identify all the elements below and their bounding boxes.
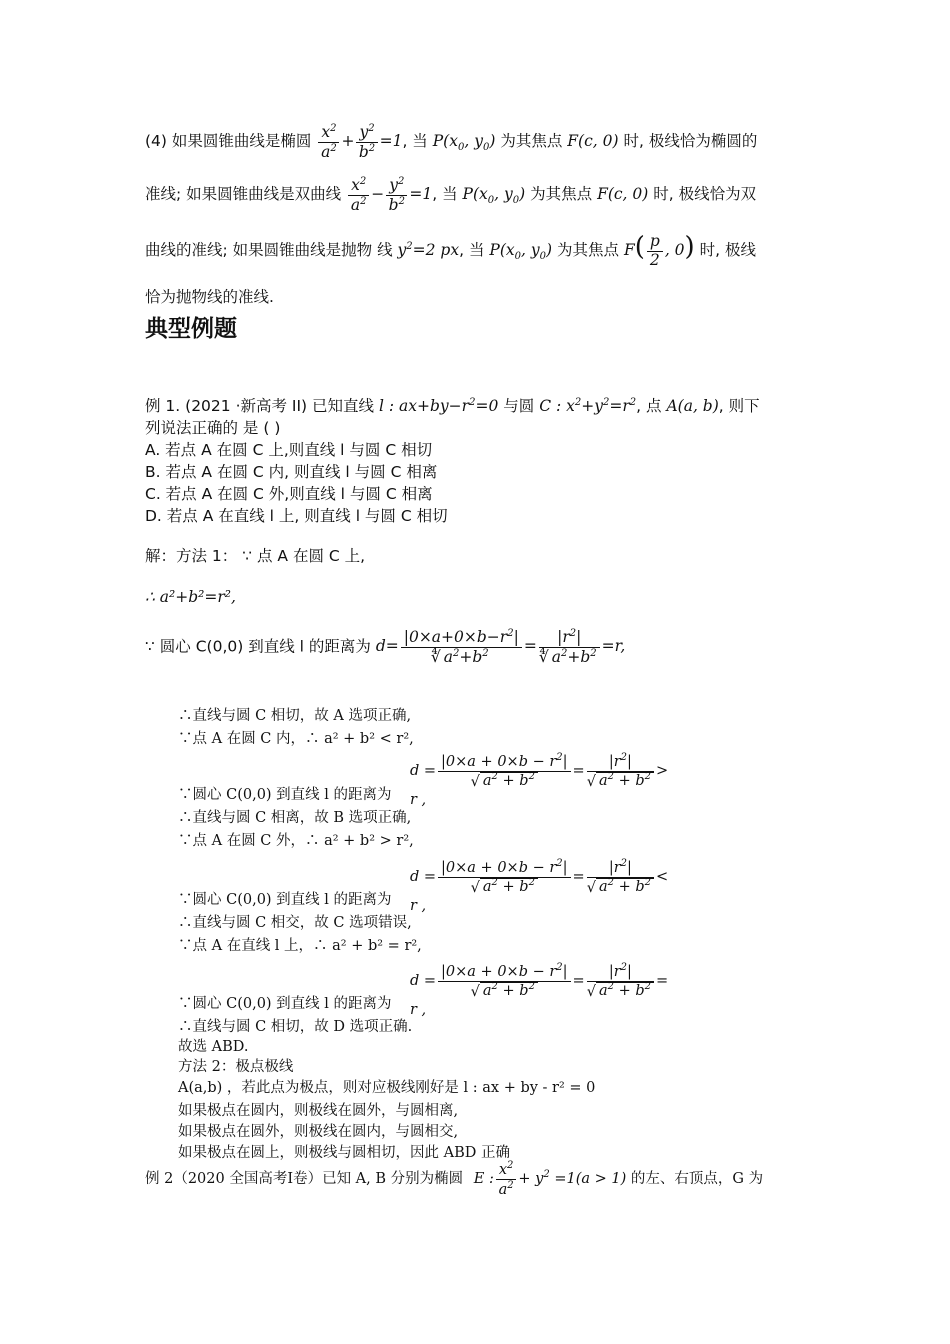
solution-line-1: 解：方法 1： ∵ 点 A 在圆 C 上,: [145, 547, 366, 565]
option-a: A. 若点 A 在圆 C 上,则直线 l 与圆 C 相切: [145, 441, 433, 460]
sol-m-line: ∵圆心 C(0,0) 到直线 l 的距离为: [178, 787, 392, 803]
hyperbola-equation: $\frac{x^2}{a^2}$ − $\frac{y^2}{b^2}$ =1: [346, 185, 432, 203]
option-d: D. 若点 A 在直线 l 上, 则直线 l 与圆 C 相切: [145, 507, 448, 526]
sol-m-line: 如果极点在圆外，则极线在圆内，与圆相交,: [178, 1124, 459, 1140]
point-p: $P(x_0$, $y_0$): [432, 132, 496, 154]
point-a: A(a, b): [666, 397, 719, 416]
ellipse-e-equation: E : $\frac{x^2}{a^2}$ + $y^2 =1(a > 1)$: [473, 1160, 627, 1198]
distance-formula-c: d = $\frac{|0\times a + 0\times b - r^2|}{√ a^2 + b^2}$ = $\frac{|r^2|}{√ a^2 + b^2}$ < r ,: [410, 858, 669, 914]
sol-m-line: 方法 2：极点极线: [178, 1059, 294, 1075]
sol-m-line: 故选 ABD.: [178, 1039, 249, 1055]
sol-m-line: 如果极点在圆上，则极线与圆相切，因此 ABD 正确: [178, 1145, 510, 1161]
focus-f: F(c, 0): [597, 185, 649, 204]
sol-m-line: ∵点 A 在圆 C 外，∴ a² + b² > r²,: [178, 833, 414, 849]
example-1-stem-cont: 列说法正确的 是 ( ): [145, 419, 281, 438]
p4-line-3: 曲线的准线; 如果圆锥曲线是抛物 线 $y^2=2$ px, 当 $P(x_0$, $y_0$) 为其焦点 F( $\frac{p}{2}$ , 0) 时, 极线: [145, 232, 756, 269]
sol-m-line: ∴直线与圆 C 相切，故 D 选项正确.: [178, 1019, 413, 1035]
sol-m-line: ∴直线与圆 C 相离，故 B 选项正确,: [178, 810, 412, 826]
sol-m-line: ∵点 A 在圆 C 内，∴ a² + b² < r²,: [178, 731, 414, 747]
solution-line-2: ∴ a²+b²=r²,: [145, 588, 236, 606]
p4-line-1: (4) 如果圆锥曲线是椭圆 $\frac{x^2}{a^2}$ + $\frac{y^2}{b^2}$ =1, 当 $P(x_0$, $y_0$) 为其焦点 F(c, 0) 时, 极线恰为椭圆的: [145, 122, 758, 161]
distance-formula-b: d = $\frac{|0\times a + 0\times b - r^2|}{√ a^2 + b^2}$ = $\frac{|r^2|}{√ a^2 + b^2}$ > r ,: [410, 752, 669, 808]
distance-formula: d= $\frac{|0\times a+0\times b-r^2|}{∜ a^2+b^2}$ = $\frac{|r^2|}{∜ a^2+b^2}$ =r,: [375, 628, 626, 667]
example-1-stem: 例 1. (2021 ·新高考 II) 已知直线 l : $ax+by-r^2=0$ 与圆 C : $x^2+y^2=r^2$, 点 A(a, b), 则下: [145, 397, 760, 416]
p4-line-4: 恰为抛物线的准线.: [145, 288, 274, 307]
sol-m-line: 如果极点在圆内，则极线在圆外，与圆相离,: [178, 1103, 459, 1119]
p4-line-2: 准线; 如果圆锥曲线是双曲线 $\frac{x^2}{a^2}$ − $\frac{y^2}{b^2}$ =1, 当 $P(x_0$, $y_0$) 为其焦点 F(c, 0) 时, 极线恰为双: [145, 175, 757, 214]
focus-f: F( $\frac{p}{2}$ , 0): [623, 232, 695, 269]
option-c: C. 若点 A 在圆 C 外,则直线 l 与圆 C 相离: [145, 485, 433, 504]
sol-m-line: ∴直线与圆 C 相切，故 A 选项正确,: [178, 708, 412, 724]
sol-m-line: A(a,b) ，若此点为极点，则对应极线刚好是 l : ax + by - r² = 0: [178, 1080, 596, 1096]
paragraph-4: [145, 118, 807, 314]
example-1: [145, 392, 807, 527]
point-p: $P(x_0$, $y_0$): [489, 241, 553, 263]
example-2: 例 2（2020 全国高考Ⅰ卷）已知 A, B 分别为椭圆 E : $\frac{x^2}{a^2}$ + $y^2 =1(a > 1)$ 的左、右顶点，G 为: [145, 1160, 764, 1198]
ellipse-equation: $\frac{x^2}{a^2}$ + $\frac{y^2}{b^2}$ =1: [316, 132, 402, 150]
line-l-equation: l : $ax+by-r^2=0$: [378, 397, 499, 416]
sol-m-line: ∵圆心 C(0,0) 到直线 l 的距离为: [178, 996, 392, 1012]
focus-f: F(c, 0): [567, 132, 619, 150]
solution-line-3: ∵ 圆心 C(0,0) 到直线 l 的距离为 d= $\frac{|0\times a+0\times b-r^2|}{∜ a^2+b^2}$ = $\frac{|r^2|}{∜ a^2+b^2}$ =r,: [145, 628, 626, 667]
sol-m-line: ∵点 A 在直线 l 上，∴ a² + b² = r²,: [178, 938, 422, 954]
sol-m-line: ∴直线与圆 C 相交，故 C 选项错误,: [178, 915, 412, 931]
circle-c-equation: C : $x^2+y^2=r^2$: [539, 397, 637, 416]
option-b: B. 若点 A 在圆 C 内, 则直线 l 与圆 C 相离: [145, 463, 438, 482]
parabola-equation: $y^2=2$ px: [397, 241, 460, 260]
section-heading: 典型例题: [145, 316, 237, 342]
sol-m-line: ∵圆心 C(0,0) 到直线 l 的距离为: [178, 892, 392, 908]
point-p: $P(x_0$, $y_0$): [462, 185, 526, 207]
distance-formula-d: d = $\frac{|0\times a + 0\times b - r^2|}{√ a^2 + b^2}$ = $\frac{|r^2|}{√ a^2 + b^2}$ = r ,: [410, 962, 669, 1018]
